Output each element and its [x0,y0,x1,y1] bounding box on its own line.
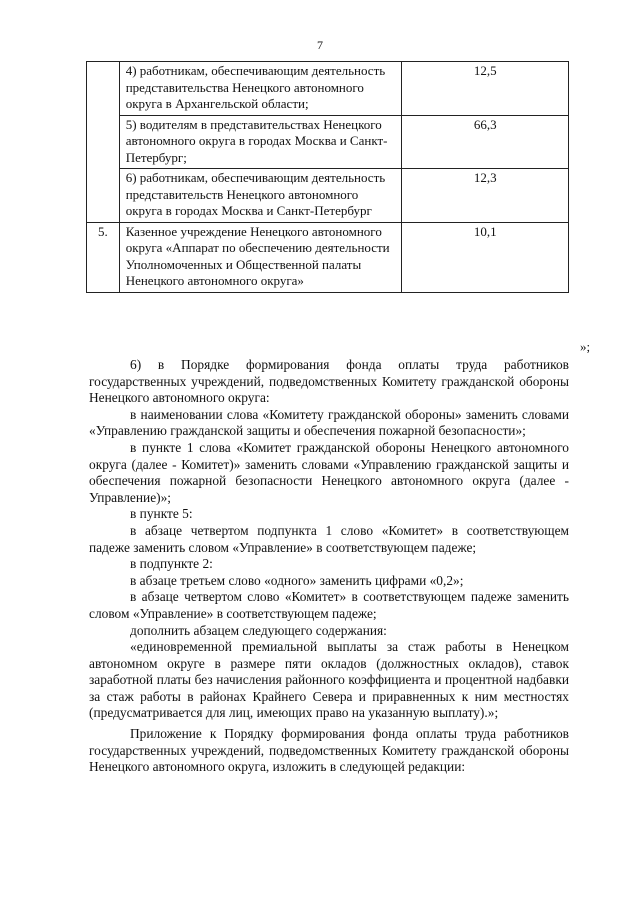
row-number-cell: 5. [87,222,120,292]
row-value-cell: 10,1 [401,222,568,292]
row-value-cell: 12,5 [401,62,568,116]
allocation-table [86,61,569,293]
row-description-cell: 5) водителям в представительствах Ненецкого автономного округа в городах Москва и Санкт-Петербург; [119,115,401,169]
paragraph: «единовременной премиальной выплаты за стаж работы в Ненецком автономном округе в размере пяти окладов (должностных окладов), ставок заработной платы без начисления районного коэффициента и процентной надбавки за стаж работы в районах Крайнего Севера и приравненных к ним местностях (предусматривается для лиц, имеющих право на указанную выплату).»; [89,639,569,721]
page-number: 7 [317,38,323,52]
row-value-cell: 66,3 [401,115,568,169]
table-row [87,169,569,223]
table-closing-quote: »; [580,339,591,354]
paragraph: 6) в Порядке формирования фонда оплаты труда работников государственных учреждений, подведомственных Комитету гражданской обороны Ненецкого автономного округа: [89,357,569,406]
paragraph: в абзаце четвертом слово «Комитет» в соответствующем падеже заменить словом «Управление» в соответствующем падеже; [89,589,569,621]
row-description-cell: 4) работникам, обеспечивающим деятельность представительства Ненецкого автономного округа в Архангельской области; [119,62,401,116]
row-description-cell: 6) работникам, обеспечивающим деятельность представительств Ненецкого автономного округа в городах Москва и Санкт-Петербург [119,169,401,223]
paragraph: в пункте 1 слова «Комитет гражданской обороны Ненецкого автономного округа (далее - Комитет)» заменить словами «Управлению гражданской защиты и обеспечения пожарной безопасности Ненецкого автономного округа (далее - Управление)»; [89,439,569,505]
paragraph: в абзаце четвертом подпункта 1 слово «Комитет» в соответствующем падеже заменить словом «Управление» в соответствующем падеже; [89,522,569,555]
paragraph: в абзаце третьем слово «одного» заменить цифрами «0,2»; [130,572,464,588]
row-description-cell: Казенное учреждение Ненецкого автономного округа «Аппарат по обеспечению деятельности Уполномоченных и Общественной палаты Ненецкого автономного округа» [119,222,401,292]
paragraph: дополнить абзацем следующего содержания: [130,622,387,638]
paragraph: в пункте 5: [130,506,193,522]
row-number-cell [87,62,120,223]
paragraph: в наименовании слова «Комитету гражданской обороны» заменить словами «Управлению гражданской защиты и обеспечения пожарной безопасности»; [89,406,569,439]
document-body [89,357,569,776]
paragraph: в подпункте 2: [130,556,213,572]
table-row [87,115,569,169]
table-row [87,222,569,292]
row-value-cell: 12,3 [401,169,568,223]
table-row [87,62,569,116]
paragraph: Приложение к Порядку формирования фонда оплаты труда работников государственных учреждений, подведомственных Комитету гражданской обороны Ненецкого автономного округа, изложить в следующей редакции: [89,726,569,775]
